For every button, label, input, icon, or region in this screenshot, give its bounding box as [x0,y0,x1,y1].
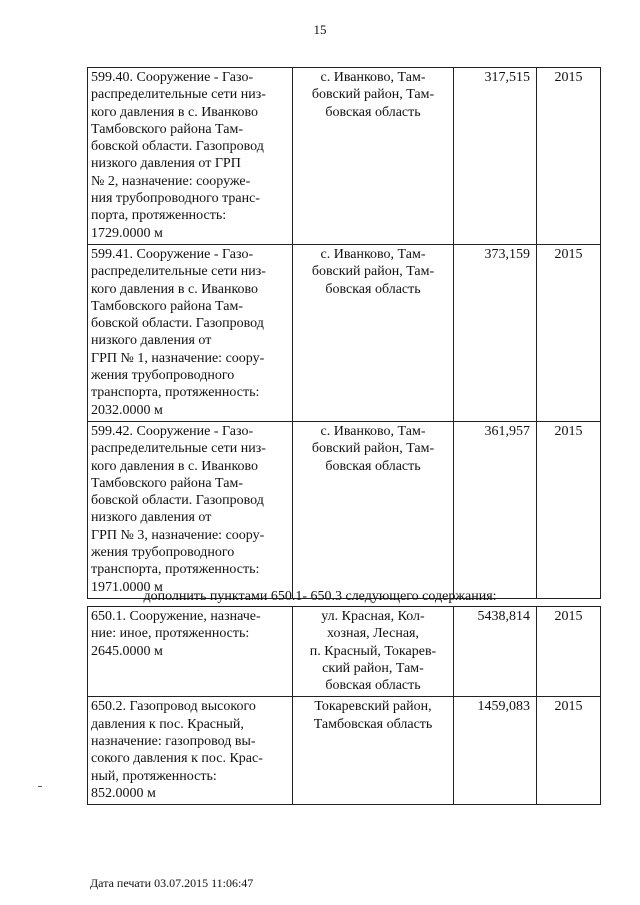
description-cell [88,68,293,245]
description-cell [88,244,293,421]
amendment-text: дополнить пунктами 650.1- 650.3 следующего содержания: [143,589,497,604]
description-line: назначение: газопровод вы- [91,734,256,750]
property-table-650 [87,606,601,805]
description-line: бовской области. Газопровод [91,316,264,332]
page-number: 15 [313,22,327,37]
description-line: 2032.0000 м [91,402,163,418]
location-line: бовская область [325,678,421,694]
description-line: ния трубопроводного транс- [91,191,260,207]
location-cell [293,421,454,598]
description-line: транспорта, протяженность: [91,562,260,578]
location-line: бовский район, Там- [311,264,435,280]
description-line: 650.1. Сооружение, назначе- [91,609,261,624]
description-line: низкого давления от [91,333,212,349]
description-cell [88,421,293,598]
location-line: ский район, Там- [322,660,424,676]
description-line: № 2, назначение: сооруже- [91,173,251,189]
location-line: Токаревский район, [314,699,432,715]
description-line: порта, протяженность: [91,208,227,224]
description-line: бовской области. Газопровод [91,493,264,509]
description-line: ный, протяженность: [91,768,217,784]
description-line: кого давления в с. Иванково [91,458,259,474]
description-line: 1971.0000 м [91,579,163,595]
location-line: с. Иванково, Там- [320,70,426,85]
description-line: Тамбовского района Там- [91,121,243,137]
year-cell: 2015 [537,607,601,697]
location-line: Тамбовская область [313,716,433,732]
description-cell [88,607,293,697]
year-cell: 2015 [537,68,601,245]
location-line: бовский район, Там- [311,87,435,103]
table-row [88,244,601,421]
description-line: бовской области. Газопровод [91,139,264,155]
table-row [88,421,601,598]
description-line: 1729.0000 м [91,225,163,241]
value-cell: 317,515 [454,68,537,245]
year-cell: 2015 [537,697,601,805]
location-cell [293,697,454,805]
description-line: 852.0000 м [91,785,156,801]
description-line: жения трубопроводного [91,368,235,384]
description-line: низкого давления от ГРП [91,156,241,172]
location-line: с. Иванково, Там- [320,423,426,439]
value-cell: 5438,814 [454,607,537,697]
location-cell [293,607,454,697]
value-cell: 361,957 [454,421,537,598]
value-cell: 1459,083 [454,697,537,805]
location-line: п. Красный, Токарев- [309,643,437,659]
description-line: кого давления в с. Иванково [91,104,259,120]
description-line: 2645.0000 м [91,643,163,659]
description-line: жения трубопроводного [91,545,235,561]
table-row [88,68,601,245]
description-line: 650.2. Газопровод высокого [91,699,256,715]
property-table-599 [87,67,601,599]
description-line: распределительные сети низ- [91,441,266,457]
table-row [88,697,601,805]
location-line: бовская область [325,104,421,120]
description-line: распределительные сети низ- [91,264,266,280]
year-cell: 2015 [537,244,601,421]
location-line: бовская область [325,458,421,474]
description-line: сокого давления к пос. Крас- [91,751,263,767]
description-line: 599.42. Сооружение - Газо- [91,423,254,439]
year-cell: 2015 [537,421,601,598]
description-line: ГРП № 3, назначение: соору- [91,527,265,543]
value-cell: 373,159 [454,244,537,421]
scan-mark [38,786,42,787]
location-line: ул. Красная, Кол- [321,609,425,624]
description-line: низкого давления от [91,510,212,526]
print-date-footer: Дата печати 03.07.2015 11:06:47 [90,876,254,890]
description-line: Тамбовского района Там- [91,298,243,314]
description-line: кого давления в с. Иванково [91,281,259,297]
description-line: 599.41. Сооружение - Газо- [91,246,254,262]
location-line: с. Иванково, Там- [320,246,426,262]
description-line: Тамбовского района Там- [91,475,243,491]
description-line: транспорта, протяженность: [91,385,260,401]
description-line: ГРП № 1, назначение: соору- [91,350,265,366]
location-line: бовская область [325,281,421,297]
location-cell [293,68,454,245]
description-line: 599.40. Сооружение - Газо- [91,70,254,85]
description-line: давления к пос. Красный, [91,716,244,732]
table-row [88,607,601,697]
location-cell [293,244,454,421]
description-line: ние: иное, протяженность: [91,626,250,642]
location-line: бовский район, Там- [311,441,435,457]
description-cell [88,697,293,805]
description-line: распределительные сети низ- [91,87,266,103]
location-line: хозная, Лесная, [327,626,419,642]
